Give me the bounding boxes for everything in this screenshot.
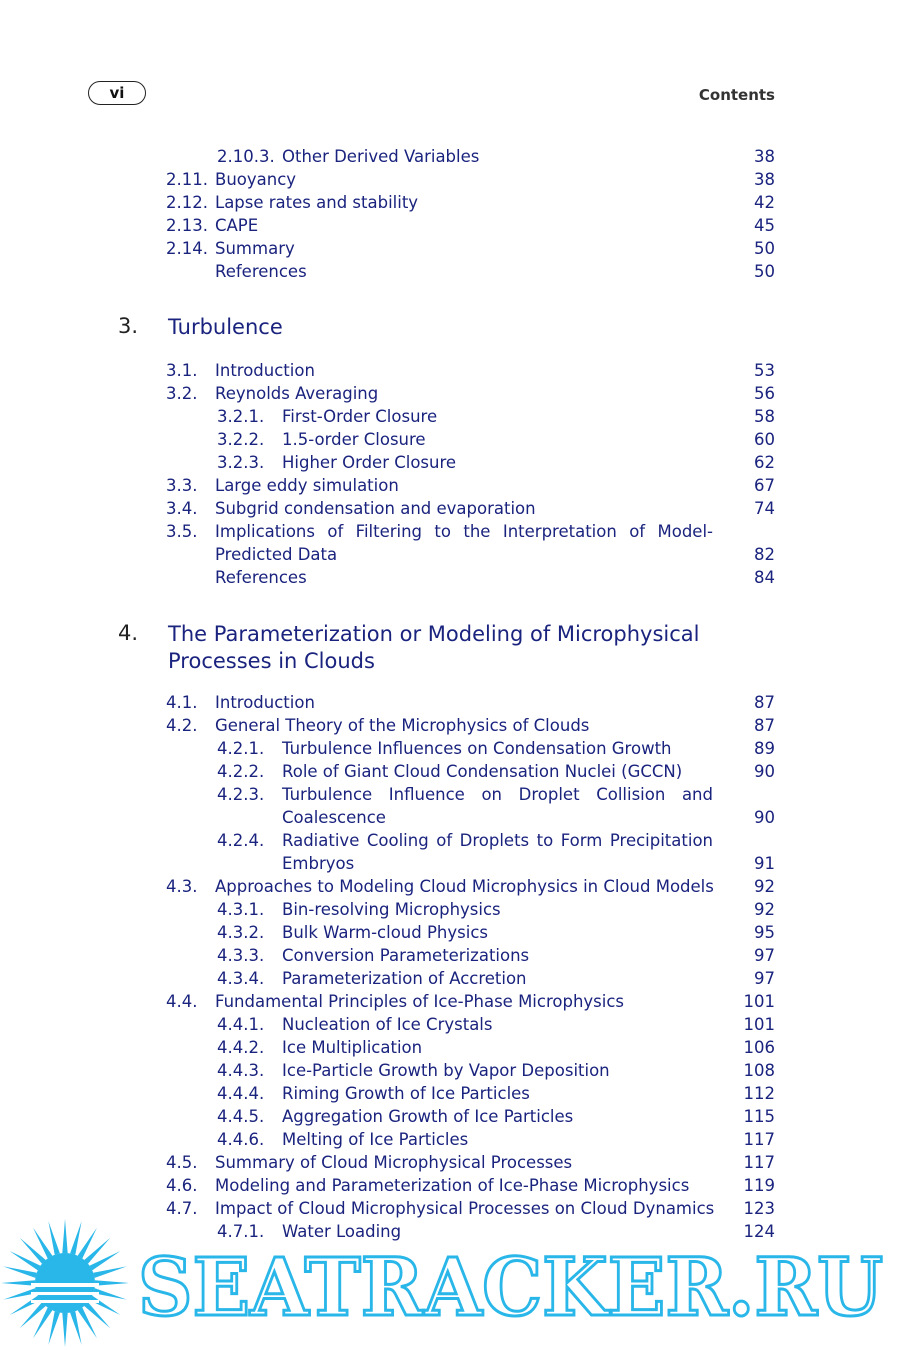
sun-ray: [1, 1280, 35, 1285]
toc-entry-page: 87: [754, 693, 775, 712]
toc-entry-page: 117: [743, 1130, 775, 1149]
toc-entry-title[interactable]: Lapse rates and stability: [215, 193, 419, 212]
sun-ray: [70, 1221, 82, 1255]
toc-entry-number: 3.1.: [166, 361, 198, 380]
toc-entry-title[interactable]: Modeling and Parameterization of Ice-Phase Microphysics: [215, 1176, 690, 1195]
sun-ray: [70, 1311, 82, 1345]
toc-entry-number: 4.7.1.: [217, 1222, 265, 1241]
toc-entry-title[interactable]: Turbulence Influence on Droplet Collision and: [282, 785, 713, 804]
toc-entry-title[interactable]: Riming Growth of Ice Particles: [282, 1084, 530, 1103]
toc-entry-page: 117: [743, 1153, 775, 1172]
toc-entry-page: 92: [754, 877, 775, 896]
toc-entry-number: 2.11.: [166, 170, 208, 189]
watermark: [0, 1215, 900, 1350]
page-number-badge: [88, 81, 146, 105]
toc-entry-page: 62: [754, 453, 775, 472]
toc-entry-page: 90: [754, 762, 775, 781]
toc-entry-number: 4.1.: [166, 693, 198, 712]
toc-entry-title[interactable]: Approaches to Modeling Cloud Microphysics in Cloud Models: [215, 877, 714, 896]
toc-entry-page: 42: [754, 193, 775, 212]
toc-entry-number: 3.2.2.: [217, 430, 265, 449]
toc-entry-title-cont[interactable]: Embryos: [282, 854, 355, 873]
toc-entry-title[interactable]: Large eddy simulation: [215, 476, 399, 495]
toc-entry-title[interactable]: Summary of Cloud Microphysical Processes: [215, 1153, 573, 1172]
toc-entry-number: 4.3.4.: [217, 969, 265, 988]
toc-entry-number: 4.4.6.: [217, 1130, 265, 1149]
toc-entry-title[interactable]: Other Derived Variables: [282, 147, 480, 166]
toc-entry-number: 4.2.: [166, 716, 198, 735]
toc-entry-title[interactable]: Bulk Warm-cloud Physics: [282, 923, 489, 942]
toc-entry-title[interactable]: Melting of Ice Particles: [282, 1130, 469, 1149]
toc-entry-page: 58: [754, 407, 775, 426]
toc-entry-page: 101: [743, 1015, 775, 1034]
toc-entry-title[interactable]: Turbulence Influences on Condensation Growth: [282, 739, 672, 758]
toc-entry-number: 4.2.2.: [217, 762, 265, 781]
toc-entry-page: 106: [743, 1038, 775, 1057]
toc-entry-title[interactable]: Aggregation Growth of Ice Particles: [282, 1107, 574, 1126]
toc-entry-title[interactable]: Ice-Particle Growth by Vapor Deposition: [282, 1061, 610, 1080]
toc-entry-title[interactable]: Implications of Filtering to the Interpretation of Model-: [215, 522, 713, 541]
chapter-3-title[interactable]: Turbulence: [168, 315, 283, 339]
toc-entry-title[interactable]: Conversion Parameterizations: [282, 946, 530, 965]
toc-entry-title[interactable]: Introduction: [215, 693, 315, 712]
toc-entry-page: 115: [743, 1107, 775, 1126]
toc-entry-page: 67: [754, 476, 775, 495]
toc-entry-number: 3.3.: [166, 476, 198, 495]
toc-entry-page: 87: [754, 716, 775, 735]
toc-entry-page: 53: [754, 361, 775, 380]
toc-entry-number: 4.2.4.: [217, 831, 265, 850]
sun-ray: [48, 1311, 60, 1345]
toc-entry-number: 4.4.: [166, 992, 198, 1011]
toc-entry-page: 60: [754, 430, 775, 449]
toc-entry-number: 2.12.: [166, 193, 208, 212]
toc-entry-number: 2.13.: [166, 216, 208, 235]
toc-entry-page: 82: [754, 545, 775, 564]
chapter-4-title-line1[interactable]: The Parameterization or Modeling of Microphysical: [168, 622, 700, 646]
toc-entry-number: 3.2.3.: [217, 453, 265, 472]
toc-entry-page: 92: [754, 900, 775, 919]
toc-entry-number: 4.4.5.: [217, 1107, 265, 1126]
toc-entry-number: 4.4.1.: [217, 1015, 265, 1034]
toc-entry-page: 45: [754, 216, 775, 235]
toc-entry-number: 4.2.1.: [217, 739, 265, 758]
toc-entry-number: 4.7.: [166, 1199, 198, 1218]
toc-entry-page: 74: [754, 499, 775, 518]
toc-entry-title[interactable]: Water Loading: [282, 1222, 402, 1241]
toc-entry-title[interactable]: Parameterization of Accretion: [282, 969, 527, 988]
toc-entry-page: 97: [754, 969, 775, 988]
toc-entry-title[interactable]: Fundamental Principles of Ice-Phase Microphysics: [215, 992, 625, 1011]
toc-entry-title-cont[interactable]: Coalescence: [282, 808, 386, 827]
toc-entry-title[interactable]: Subgrid condensation and evaporation: [215, 499, 536, 518]
toc-entry-title[interactable]: References: [215, 568, 307, 587]
toc-entry-number: 3.4.: [166, 499, 198, 518]
toc-entry-title[interactable]: Role of Giant Cloud Condensation Nuclei (GCCN): [282, 762, 683, 781]
toc-entry-title[interactable]: Impact of Cloud Microphysical Processes on Cloud Dynamics: [215, 1199, 715, 1218]
toc-entry-number: 2.10.3.: [217, 147, 275, 166]
toc-entry-title[interactable]: Higher Order Closure: [282, 453, 457, 472]
toc-entry-title[interactable]: Ice Multiplication: [282, 1038, 423, 1057]
toc-entry-title[interactable]: CAPE: [215, 216, 259, 235]
sun-ray: [48, 1221, 60, 1255]
toc-entry-number: 4.4.3.: [217, 1061, 265, 1080]
chapter-4-number: 4.: [118, 621, 139, 645]
toc-entry-page: 124: [743, 1222, 775, 1241]
toc-entry-number: 4.3.3.: [217, 946, 265, 965]
sun-ray: [3, 1266, 37, 1278]
toc-entry-page: 90: [754, 808, 775, 827]
toc-entry-page: 56: [754, 384, 775, 403]
toc-entry-title[interactable]: Introduction: [215, 361, 315, 380]
toc-entry-title[interactable]: Buoyancy: [215, 170, 297, 189]
sun-ray: [62, 1313, 67, 1347]
toc-entry-title[interactable]: Bin-resolving Microphysics: [282, 900, 501, 919]
sun-logo: [1, 1219, 129, 1347]
toc-entry-number: 4.3.1.: [217, 900, 265, 919]
toc-entry-title[interactable]: 1.5-order Closure: [282, 430, 426, 449]
toc-entry-number: 4.4.4.: [217, 1084, 265, 1103]
toc-entry-page: 38: [754, 147, 775, 166]
sun-ray: [93, 1266, 127, 1278]
toc-entry-page: 50: [754, 262, 775, 281]
chapter-3-number: 3.: [118, 314, 139, 338]
chapter-4-title-line2[interactable]: Processes in Clouds: [168, 649, 375, 673]
toc-entry-page: 89: [754, 739, 775, 758]
toc-entry-title-cont[interactable]: Predicted Data: [215, 545, 338, 564]
toc-entry-number: 4.2.3.: [217, 785, 265, 804]
page-number: vi: [109, 84, 125, 102]
toc-entry-page: 112: [743, 1084, 775, 1103]
toc-entry-number: 3.2.: [166, 384, 198, 403]
toc-entry-title[interactable]: Reynolds Averaging: [215, 384, 379, 403]
toc-entry-title[interactable]: General Theory of the Microphysics of Clouds: [215, 716, 590, 735]
toc-entry-page: 95: [754, 923, 775, 942]
toc-entry-number: 4.6.: [166, 1176, 198, 1195]
toc-entry-number: 4.4.2.: [217, 1038, 265, 1057]
toc-entry-number: 3.5.: [166, 522, 198, 541]
toc-entry-page: 91: [754, 854, 775, 873]
toc-entry-number: 3.2.1.: [217, 407, 265, 426]
toc-entry-number: 4.3.2.: [217, 923, 265, 942]
toc-entry-page: 84: [754, 568, 775, 587]
toc-entry-page: 101: [743, 992, 775, 1011]
toc-entry-number: 4.5.: [166, 1153, 198, 1172]
toc-entry-page: 97: [754, 946, 775, 965]
toc-entry-page: 38: [754, 170, 775, 189]
watermark-text: SEATRACKER.RU: [138, 1240, 883, 1334]
toc-entry-title[interactable]: Summary: [215, 239, 295, 258]
toc-entry-number: 4.3.: [166, 877, 198, 896]
toc-entry-page: 50: [754, 239, 775, 258]
sun-ray: [62, 1219, 67, 1253]
toc-entry-page: 119: [743, 1176, 775, 1195]
toc-entry-page: 123: [743, 1199, 775, 1218]
toc-entry-title[interactable]: Nucleation of Ice Crystals: [282, 1015, 493, 1034]
toc-entry-title[interactable]: Radiative Cooling of Droplets to Form Precipitation: [282, 831, 713, 850]
toc-entry-number: 2.14.: [166, 239, 208, 258]
toc-entry-page: 108: [743, 1061, 775, 1080]
toc-entry-title[interactable]: First-Order Closure: [282, 407, 438, 426]
running-title: Contents: [698, 86, 775, 104]
sun-ray: [95, 1280, 129, 1285]
toc-entry-title[interactable]: References: [215, 262, 307, 281]
